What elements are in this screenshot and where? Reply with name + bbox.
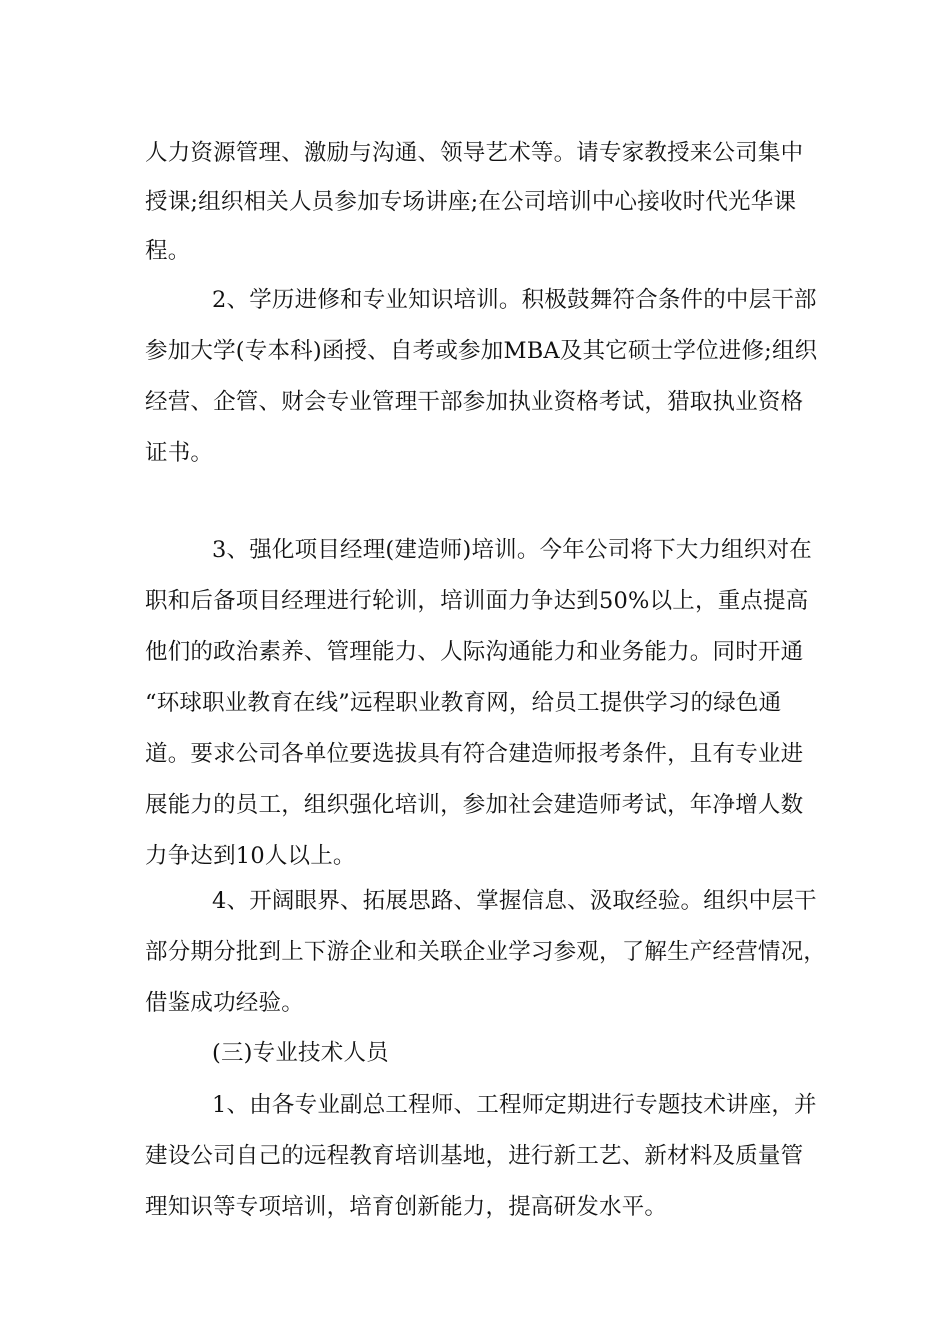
text-line: 展能力的员工，组织强化培训，参加社会建造师考试，年净增人数 (145, 792, 804, 818)
section-heading: (三)专业技术人员 (212, 1040, 389, 1066)
text-line: 部分期分批到上下游企业和关联企业学习参观，了解生产经营情况， (145, 939, 827, 965)
text-line: 参加大学(专本科)函授、自考或参加MBA及其它硕士学位进修;组织 (145, 338, 818, 364)
text-line: 证书。 (145, 440, 214, 466)
text-line: 理知识等专项培训，培育创新能力，提高研发水平。 (145, 1194, 668, 1220)
paragraph-start-line: 3、强化项目经理(建造师)培训。今年公司将下大力组织对在 (212, 537, 812, 563)
text-line: 经营、企管、财会专业管理干部参加执业资格考试，猎取执业资格 (145, 389, 804, 415)
text-line: 道。要求公司各单位要选拔具有符合建造师报考条件，且有专业进 (145, 741, 804, 767)
text-line: 他们的政治素养、管理能力、人际沟通能力和业务能力。同时开通 (145, 639, 804, 665)
text-line: 借鉴成功经验。 (145, 990, 304, 1016)
text-line: “环球职业教育在线”远程职业教育网，给员工提供学习的绿色通 (145, 690, 782, 716)
text-line: 职和后备项目经理进行轮训，培训面力争达到50%以上，重点提高 (145, 588, 809, 614)
text-line: 力争达到10人以上。 (145, 843, 356, 869)
paragraph-start-line: 1、由各专业副总工程师、工程师定期进行专题技术讲座，并 (212, 1092, 817, 1118)
paragraph-start-line: 4、开阔眼界、拓展思路、掌握信息、汲取经验。组织中层干 (212, 888, 817, 914)
text-line: 建设公司自己的远程教育培训基地，进行新工艺、新材料及质量管 (145, 1143, 804, 1169)
text-line: 人力资源管理、激励与沟通、领导艺术等。请专家教授来公司集中 (145, 140, 804, 166)
text-line: 授课;组织相关人员参加专场讲座;在公司培训中心接收时代光华课 (145, 189, 797, 215)
text-line: 程。 (145, 238, 191, 264)
paragraph-start-line: 2、学历进修和专业知识培训。积极鼓舞符合条件的中层干部 (212, 287, 817, 313)
